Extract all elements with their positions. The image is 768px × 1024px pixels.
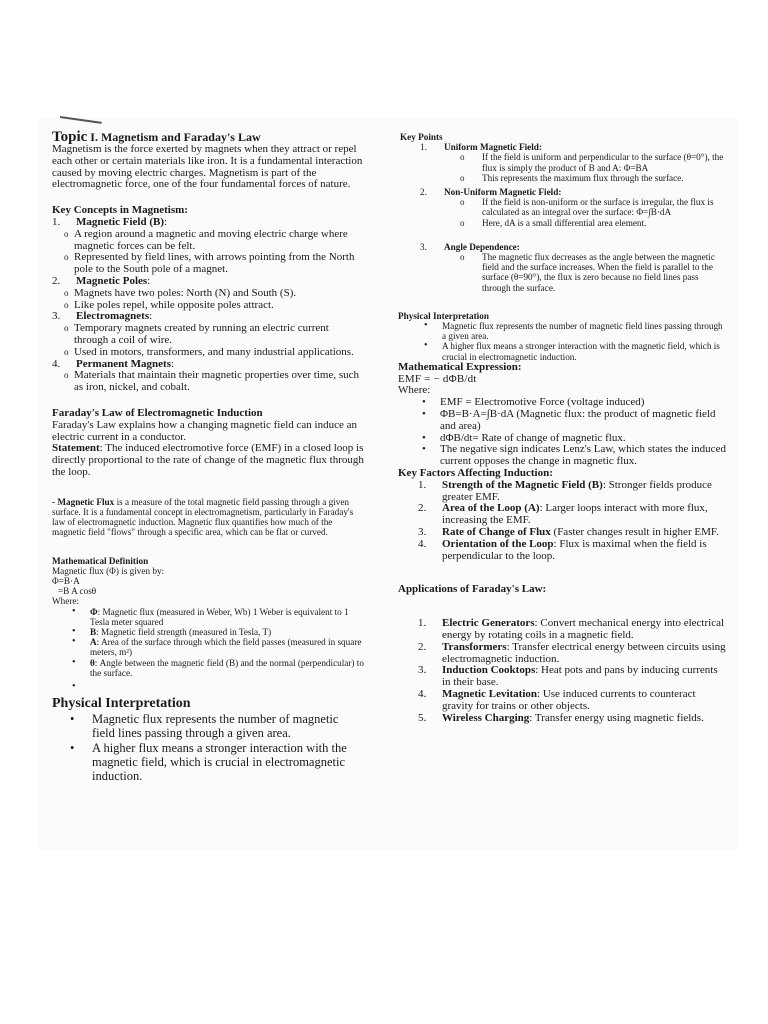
where-item-b: • B: Magnetic field strength (measured in Tesla, T) <box>72 625 272 637</box>
right-phys-heading: Physical Interpretation <box>398 310 489 321</box>
topic-prefix: Topic <box>52 129 88 145</box>
left-column <box>52 130 364 783</box>
where-item-a: • A: Area of the surface through which the field passes (measured in square meters, m²) <box>72 636 362 658</box>
key-points-heading: Key Points <box>400 132 443 142</box>
math-expression-heading: Mathematical Expression: <box>398 360 522 373</box>
emf-where: Where: <box>398 384 431 397</box>
concept-4: 4. Permanent Magnets: o Materials that maintain their magnetic properties over time, such as iron, nickel, and cobalt. <box>52 357 359 394</box>
concept-1: 1. Magnetic Field (B): o A region around a magnetic and moving electric charge where magnetic forces can be felt. o Represented by field lines, with arrows pointing from the North pole to the South pole of a magnet. <box>52 215 355 276</box>
statement: Statement: The induced electromotive force (EMF) in a closed loop is directly proportional to the rate of change of the magnetic flux through the loop. <box>52 442 364 478</box>
topic-heading <box>52 130 364 144</box>
factors-heading: Key Factors Affecting Induction: <box>398 467 553 480</box>
topic-title: I. Magnetism and Faraday's Law <box>90 130 261 144</box>
right-phys-item-2: • A higher flux means a stronger interaction with the magnetic field, which is crucial in electromagnetic induction. <box>424 340 720 362</box>
intro-paragraph: Magnetism is the force exerted by magnets when they attract or repel each other or certain materials like iron. It is a fundamental interaction caused by moving electric charges. Magnetism is part of the electromagnetic force, one of the four fundamental forces of nature. <box>52 143 363 191</box>
factors-list: 1. Strength of the Magnetic Field (B): Stronger fields produce greater EMF. 2. Area of the Loop (A): Larger loops interact with more flux, increasing the EMF. 3. Rate of Change of Flux (Faster changes result in higher EMF. 4. Orientation of the Loop: Flux is maximal when the field is perpendicular to the loop. <box>418 478 719 562</box>
faraday-heading: Faraday's Law of Electromagnetic Induction <box>52 406 263 419</box>
concept-3: 3. Electromagnets: o Temporary magnets created by running an electric current through a coil of wire. o Used in motors, transformers, and many industrial applications. <box>52 310 354 358</box>
emf-item-3: • dΦB/dt= Rate of change of magnetic flux. <box>422 431 626 444</box>
emf-item-4: • The negative sign indicates Lenz's Law, which states the induced current opposes the change in magnetic flux. <box>422 443 726 468</box>
left-phys-heading: Physical Interpretation <box>52 696 191 712</box>
magnetic-flux-paragraph: - Magnetic Flux is a measure of the total magnetic field passing through a given surface. It is a fundamental concept in electromagnetism, particularly in Faraday's law of electromagnetic induction. Magnetic flux quantifies how much of the magnetic field "flows" through a specific area, which can be flat or curved. <box>52 496 354 538</box>
math-line-3: =B A cosθ <box>58 586 97 597</box>
math-definition-heading: Mathematical Definition <box>52 555 149 566</box>
where-item-phi: • Φ: Magnetic flux (measured in Weber, Wb) 1 Weber is equivalent to 1 Tesla meter squared <box>72 605 349 627</box>
concept-2: 2. Magnetic Poles: o Magnets have two poles: North (N) and South (S). o Like poles repel, while opposite poles attract. <box>52 274 297 311</box>
emf-item-2: • ΦB=B·A=∫B·dA (Magnetic flux: the product of magnetic field and area) <box>422 408 716 432</box>
math-line-2: Φ=B·A <box>52 575 80 586</box>
math-where: Where: <box>52 596 80 607</box>
left-phys-list: • Magnetic flux represents the number of magnetic field lines passing through a given area. • A higher flux means a stronger interaction with the magnetic field, which is crucial in electromagnetic induction. <box>70 712 347 783</box>
right-column <box>398 132 728 724</box>
key-point-3: 3. Angle Dependence: o The magnetic flux decreases as the angle between the magnetic field and the surface increases. When the field is parallel to the surface (θ=90°), the flux is zero because no field lines pass through the surface. <box>420 241 715 293</box>
emf-item-1: • EMF = Electromotive Force (voltage induced) <box>422 396 645 409</box>
emf-formula: EMF = − dΦB/dt <box>398 372 477 385</box>
where-item-empty: • <box>72 680 76 692</box>
applications-list: 1. Electric Generators: Convert mechanical energy into electrical energy by rotating coils in a magnetic field. 2. Transformers: Transfer electrical energy between circuits using electromagnetic induction. 3. Induction Cooktops: Heat pots and pans by inducing currents in their base. 4. Magnetic Levitation: Use induced currents to counteract gravity for trains or other objects. 5. Wireless Charging: Transfer energy using magnetic fields. <box>418 617 726 724</box>
applications-heading: Applications of Faraday's Law: <box>398 583 547 596</box>
key-concepts-heading: Key Concepts in Magnetism: <box>52 204 188 217</box>
faraday-text: Faraday's Law explains how a changing magnetic field can induce an electric current in a conductor. <box>52 418 357 443</box>
key-point-2: 2. Non-Uniform Magnetic Field: o If the field is non-uniform or the surface is irregular, the flux is calculated as an integral over the surface: Φ=∫B·dA o Here, dA is a small differential area element. <box>420 187 714 228</box>
right-phys-item-1: • Magnetic flux represents the number of magnetic field lines passing through a given area. <box>424 320 723 342</box>
key-point-1: 1. Uniform Magnetic Field: o If the field is uniform and perpendicular to the surface (θ=0°), the flux is simply the product of B and A: Φ=BA o This represents the maximum flux through the surface. <box>420 142 724 183</box>
math-line-1: Magnetic flux (Φ) is given by: <box>52 565 165 576</box>
where-item-theta: • θ: Angle between the magnetic field (B) and the normal (perpendicular) to the surface. <box>72 656 364 678</box>
